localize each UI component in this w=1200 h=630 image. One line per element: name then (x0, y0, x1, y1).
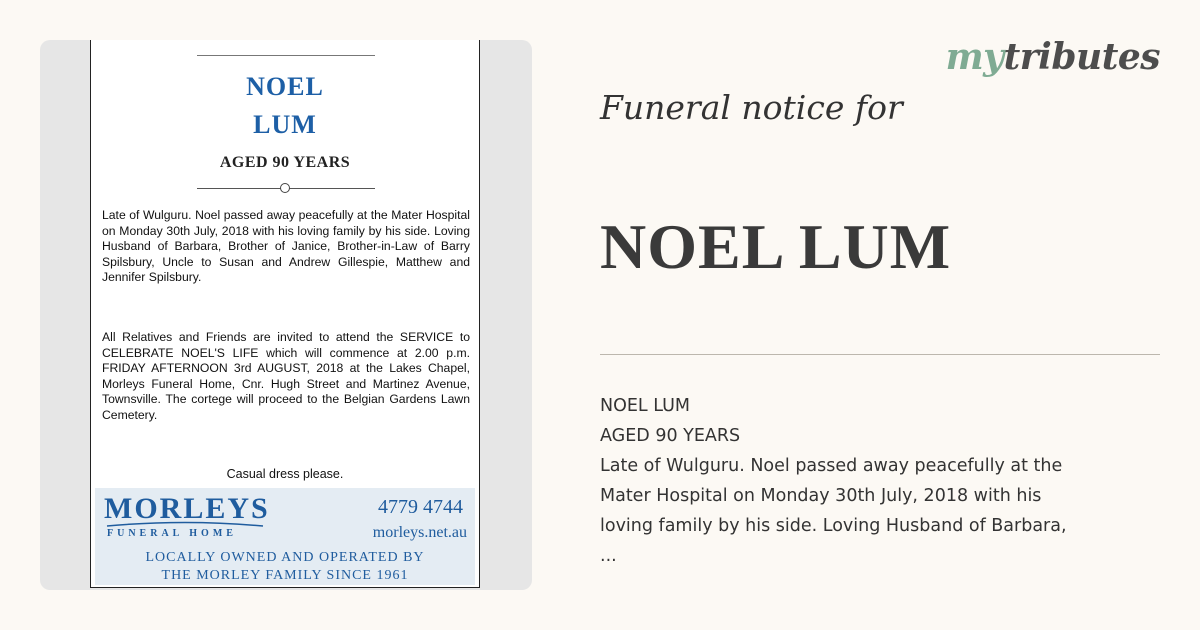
notice-divider-ornament (280, 183, 290, 193)
section-divider (600, 354, 1160, 355)
funeral-notice-heading: Funeral notice for (600, 88, 903, 127)
ad-website: morleys.net.au (372, 524, 467, 541)
logo-my: my (945, 36, 1004, 78)
excerpt-line: NOEL LUM (600, 396, 691, 416)
ad-subtitle: FUNERAL HOME (107, 528, 237, 539)
mytributes-logo[interactable] (946, 36, 1160, 78)
excerpt-ellipsis: ... (600, 546, 617, 566)
notice-top-rule (197, 55, 375, 56)
logo-tributes: tributes (1003, 36, 1160, 78)
ad-brand-name: MORLEYS (104, 492, 270, 525)
ad-tagline-2: THE MORLEY FAMILY SINCE 1961 (161, 568, 409, 583)
funeral-home-ad (95, 488, 475, 585)
notice-first-name: NOEL (246, 72, 324, 101)
excerpt-line: Mater Hospital on Monday 30th July, 2018 with his (600, 486, 1042, 506)
notice-excerpt (600, 391, 1160, 571)
excerpt-line: Late of Wulguru. Noel passed away peacefully at the (600, 456, 1063, 476)
ad-tagline-1: LOCALLY OWNED AND OPERATED BY (145, 550, 425, 565)
deceased-name: NOEL LUM (600, 211, 952, 282)
notice-paragraph-2: All Relatives and Friends are invited to attend the SERVICE to CELEBRATE NOEL'S LIFE which will commence at 2.00 p.m. FRIDAY AFTERNOON 3rd AUGUST, 2018 at the Lakes Chapel, Morleys Funeral Home, Cnr. Hugh Street and Martinez Avenue, Townsville. The cortege will proceed to the Belgian Gardens Lawn Cemetery. (102, 330, 470, 422)
funeral-notice-image (90, 40, 480, 588)
excerpt-line: AGED 90 YEARS (600, 426, 741, 446)
notice-dress-code: Casual dress please. (226, 467, 344, 481)
notice-last-name: LUM (253, 110, 317, 139)
excerpt-line: loving family by his side. Loving Husband of Barbara, (600, 516, 1067, 536)
notice-preview-panel (40, 40, 532, 590)
ad-phone: 4779 4744 (378, 496, 463, 518)
notice-paragraph-1: Late of Wulguru. Noel passed away peacefully at the Mater Hospital on Monday 30th July, 2018 with his loving family by his side. Loving Husband of Barbara, Brother of Janice, Brother-in-Law of Barry Spilsbury, Uncle to Susan and Andrew Gillespie, Matthew and Jennifer Spilsbury. (102, 208, 470, 284)
notice-age: AGED 90 YEARS (219, 154, 351, 171)
